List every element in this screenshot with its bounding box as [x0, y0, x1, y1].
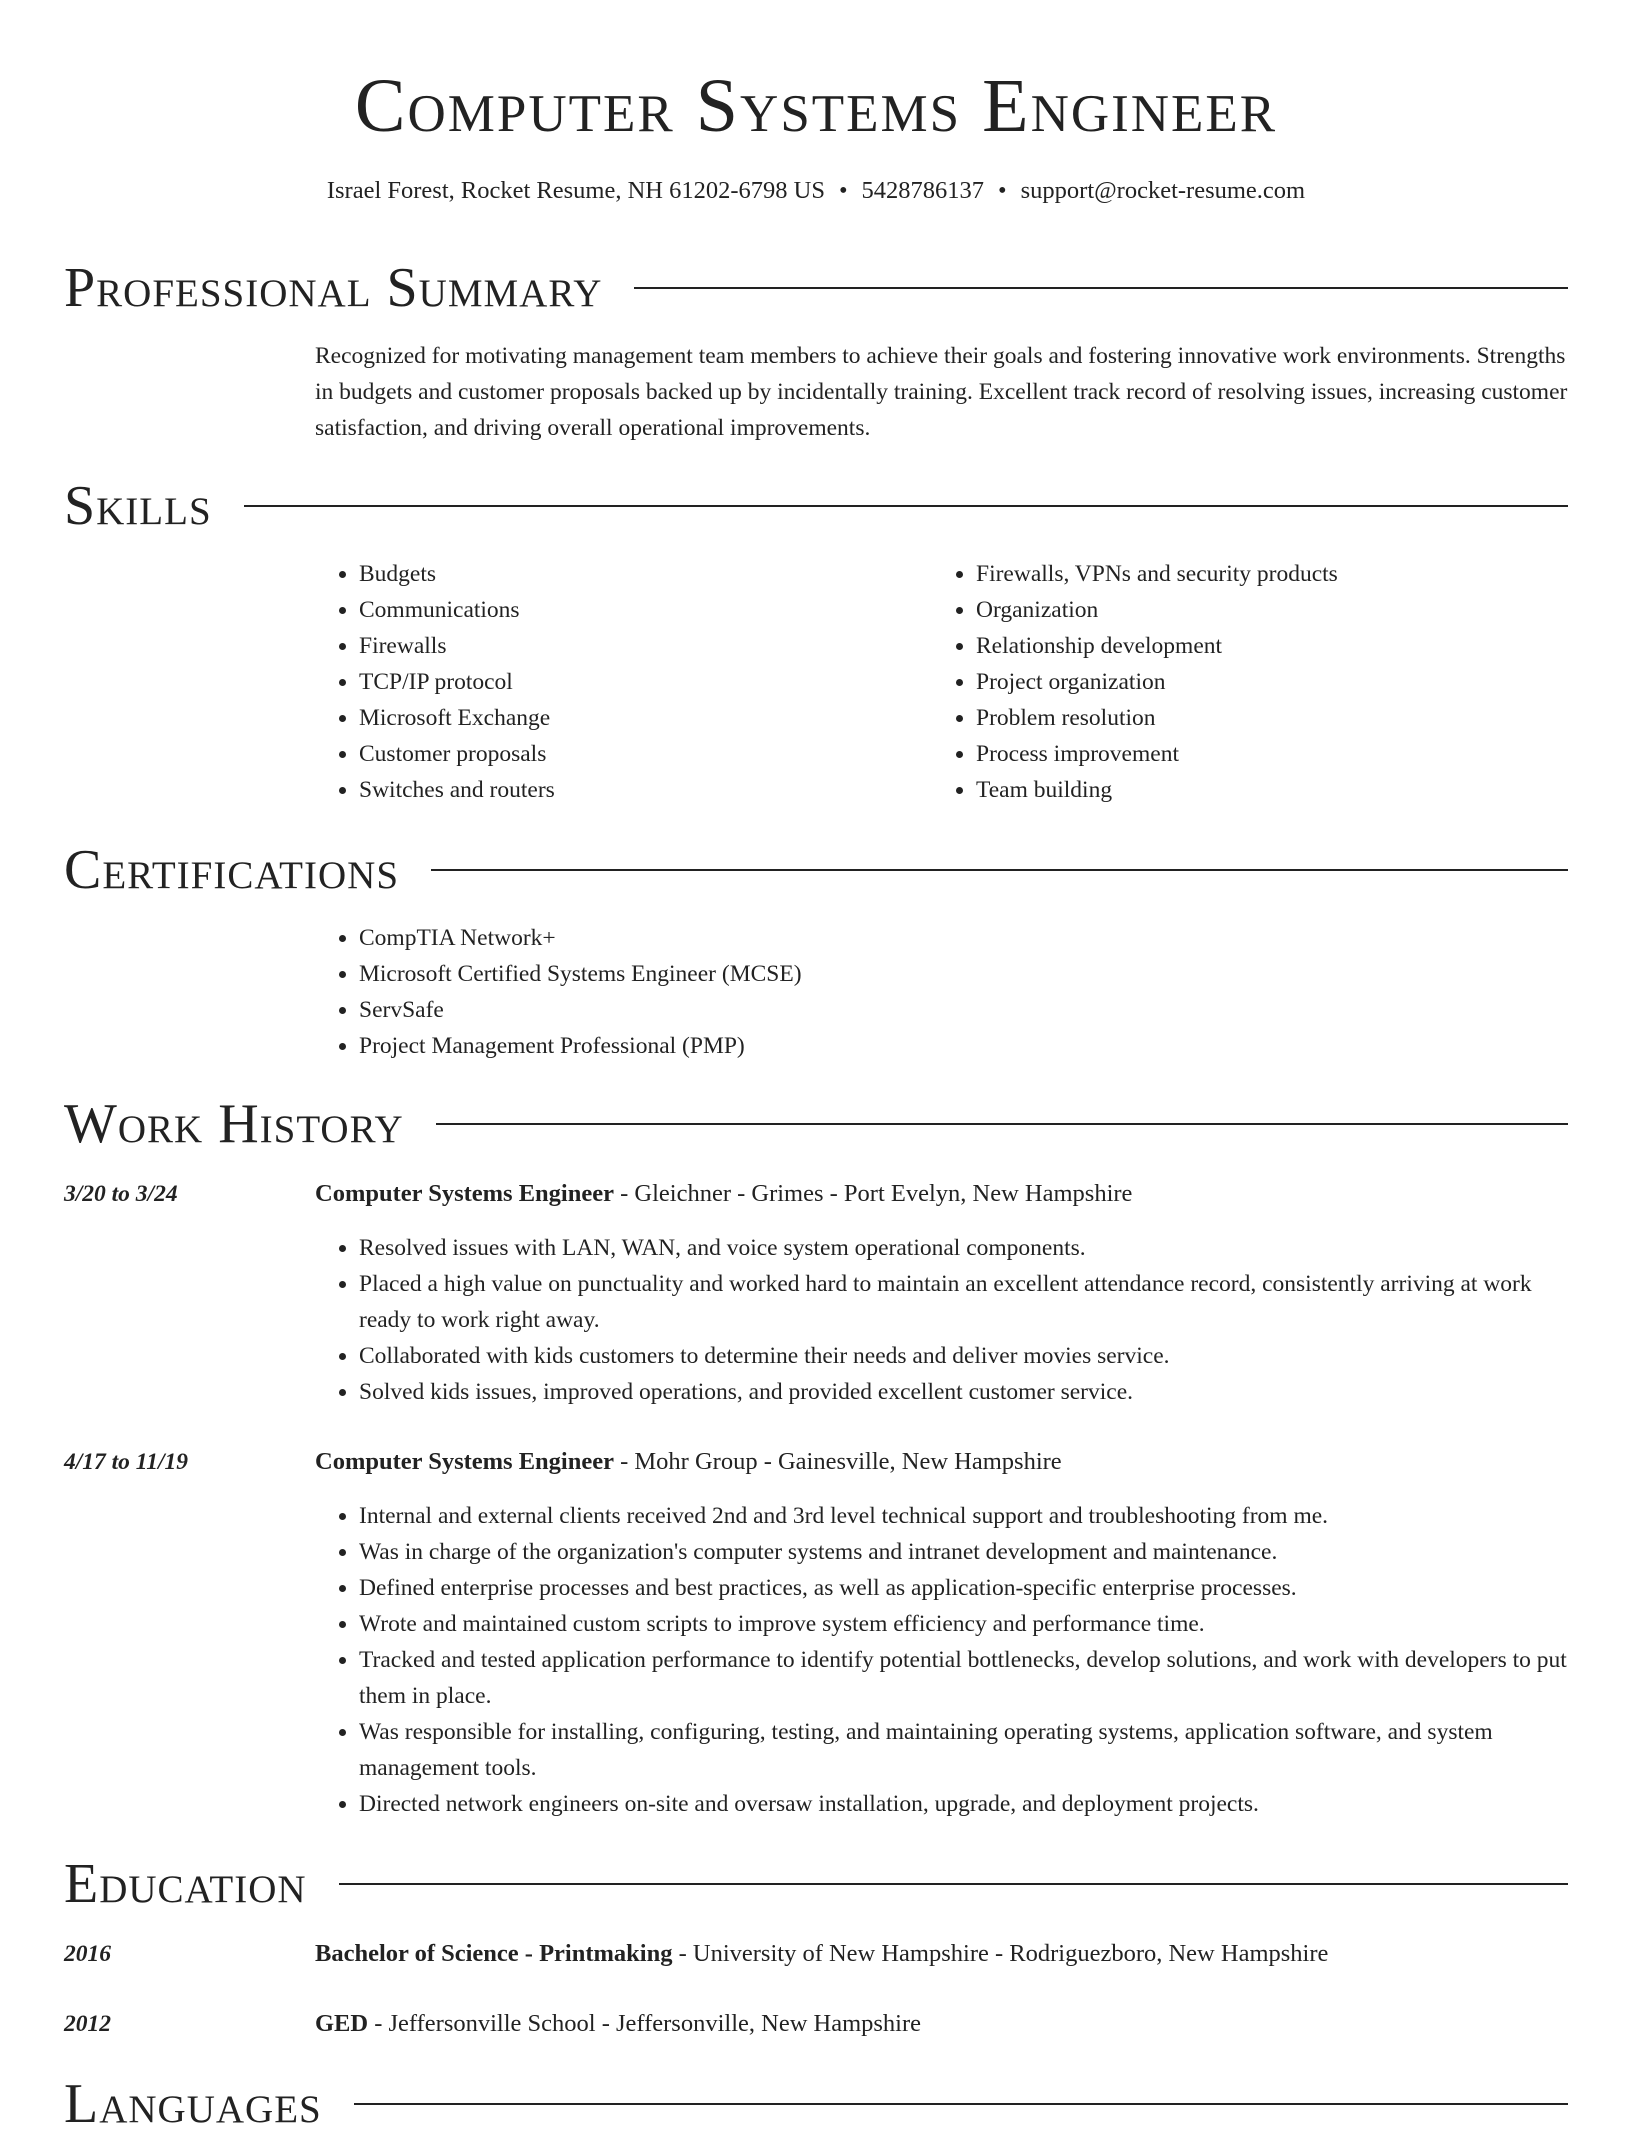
resume-name: Computer Systems Engineer — [354, 64, 1278, 148]
education-entry — [315, 1936, 1568, 1972]
work-heading: Work History — [64, 1093, 404, 1155]
education-details: - Jeffersonville School - Jeffersonville, New Hampshire — [368, 2010, 922, 2037]
skill-item: • Project organization — [976, 664, 1532, 700]
certifications-section-header — [64, 840, 1568, 900]
skills-left-list — [315, 556, 915, 808]
section-divider — [354, 2103, 1568, 2105]
job-bullets — [315, 1498, 1568, 1822]
job-bullet: • Resolved issues with LAN, WAN, and voice system operational components. — [359, 1230, 1568, 1266]
contact-address: Israel Forest, Rocket Resume, NH 61202-6798 US — [326, 177, 825, 204]
education-section-header — [64, 1854, 1568, 1914]
contact-line — [0, 174, 1632, 208]
job-bullet: • Tracked and tested application performance to identify potential bottlenecks, develop solutions, and work with developers to put them in place. — [359, 1642, 1568, 1714]
job-dates: 4/17 to 11/19 — [64, 1449, 189, 1475]
skill-item: • Microsoft Exchange — [359, 700, 915, 736]
summary-heading: Professional Summary — [64, 257, 603, 319]
job-title-line — [315, 1444, 1568, 1480]
job-bullet: • Placed a high value on punctuality and worked hard to maintain an excellent attendance record, consistently arriving at work ready to work right away. — [359, 1266, 1568, 1338]
languages-section-header — [64, 2074, 1568, 2134]
job-title: Computer Systems Engineer — [315, 1448, 614, 1475]
skill-item: • Team building — [976, 772, 1532, 808]
skills-section-header — [64, 476, 1568, 536]
job-bullet: • Was in charge of the organization's computer systems and intranet development and maintenance. — [359, 1534, 1568, 1570]
certification-item: • Microsoft Certified Systems Engineer (MCSE) — [359, 956, 1515, 992]
job-title-line — [315, 1176, 1568, 1212]
skill-item: • Budgets — [359, 556, 915, 592]
languages-heading: Languages — [64, 2073, 322, 2135]
certifications-list-wrap — [315, 920, 1515, 1064]
job-bullets — [315, 1230, 1568, 1410]
skills-right-column — [932, 556, 1532, 808]
job-details: - Gleichner - Grimes - Port Evelyn, New Hampshire — [613, 1180, 1133, 1207]
section-divider — [634, 287, 1568, 289]
skill-item: • Switches and routers — [359, 772, 915, 808]
section-divider — [431, 869, 1568, 871]
skill-item: • Firewalls, VPNs and security products — [976, 556, 1532, 592]
education-entry — [315, 2006, 1568, 2042]
summary-section-header — [64, 258, 1568, 318]
section-divider — [244, 505, 1568, 507]
education-year: 2012 — [64, 2011, 111, 2037]
job-bullet-list — [315, 1230, 1568, 1410]
skill-item: • Process improvement — [976, 736, 1532, 772]
education-heading: Education — [64, 1853, 307, 1915]
job-bullet-list — [315, 1498, 1568, 1822]
skill-item: • Customer proposals — [359, 736, 915, 772]
summary-text: Recognized for motivating management team members to achieve their goals and fostering innovative work environments. Strengths in budgets and customer proposals backed up by incidentally training. Excellent track record of resolving issues, increasing customer satisfaction, and driving overall operational improvements. — [315, 343, 1568, 441]
skill-item: • Communications — [359, 592, 915, 628]
certifications-list — [315, 920, 1515, 1064]
skills-left-column — [315, 556, 915, 808]
skills-heading: Skills — [64, 475, 212, 537]
skills-right-list — [932, 556, 1532, 808]
job-bullet: • Directed network engineers on-site and oversaw installation, upgrade, and deployment projects. — [359, 1786, 1568, 1822]
skill-item: • Relationship development — [976, 628, 1532, 664]
skill-item: • Firewalls — [359, 628, 915, 664]
section-divider — [436, 1123, 1568, 1125]
job-title: Computer Systems Engineer — [315, 1180, 614, 1207]
job-bullet: • Internal and external clients received 2nd and 3rd level technical support and troubleshooting from me. — [359, 1498, 1568, 1534]
job-bullet: • Defined enterprise processes and best practices, as well as application-specific enterprise processes. — [359, 1570, 1568, 1606]
job-bullet: • Collaborated with kids customers to determine their needs and deliver movies service. — [359, 1338, 1568, 1374]
education-details: - University of New Hampshire - Rodriguezboro, New Hampshire — [672, 1940, 1329, 1967]
job-details: - Mohr Group - Gainesville, New Hampshire — [613, 1448, 1062, 1475]
job-bullet: • Was responsible for installing, configuring, testing, and maintaining operating systems, application software, and system management tools. — [359, 1714, 1568, 1786]
education-degree: GED — [315, 2010, 369, 2037]
contact-phone: 5428786137 — [861, 177, 985, 204]
education-year: 2016 — [64, 1941, 111, 1967]
separator-dot: • — [998, 177, 1007, 204]
certification-item: • ServSafe — [359, 992, 1515, 1028]
skill-item: • Problem resolution — [976, 700, 1532, 736]
certifications-heading: Certifications — [64, 839, 400, 901]
skill-item: • TCP/IP protocol — [359, 664, 915, 700]
contact-email: support@rocket-resume.com — [1020, 177, 1306, 204]
education-degree: Bachelor of Science - Printmaking — [315, 1940, 673, 1967]
section-divider — [339, 1883, 1568, 1885]
job-bullet: • Wrote and maintained custom scripts to improve system efficiency and performance time. — [359, 1606, 1568, 1642]
work-section-header — [64, 1094, 1568, 1154]
certification-item: • Project Management Professional (PMP) — [359, 1028, 1515, 1064]
skill-item: • Organization — [976, 592, 1532, 628]
certification-item: • CompTIA Network+ — [359, 920, 1515, 956]
job-dates: 3/20 to 3/24 — [64, 1181, 178, 1207]
job-bullet: • Solved kids issues, improved operations, and provided excellent customer service. — [359, 1374, 1568, 1410]
separator-dot: • — [838, 177, 848, 204]
